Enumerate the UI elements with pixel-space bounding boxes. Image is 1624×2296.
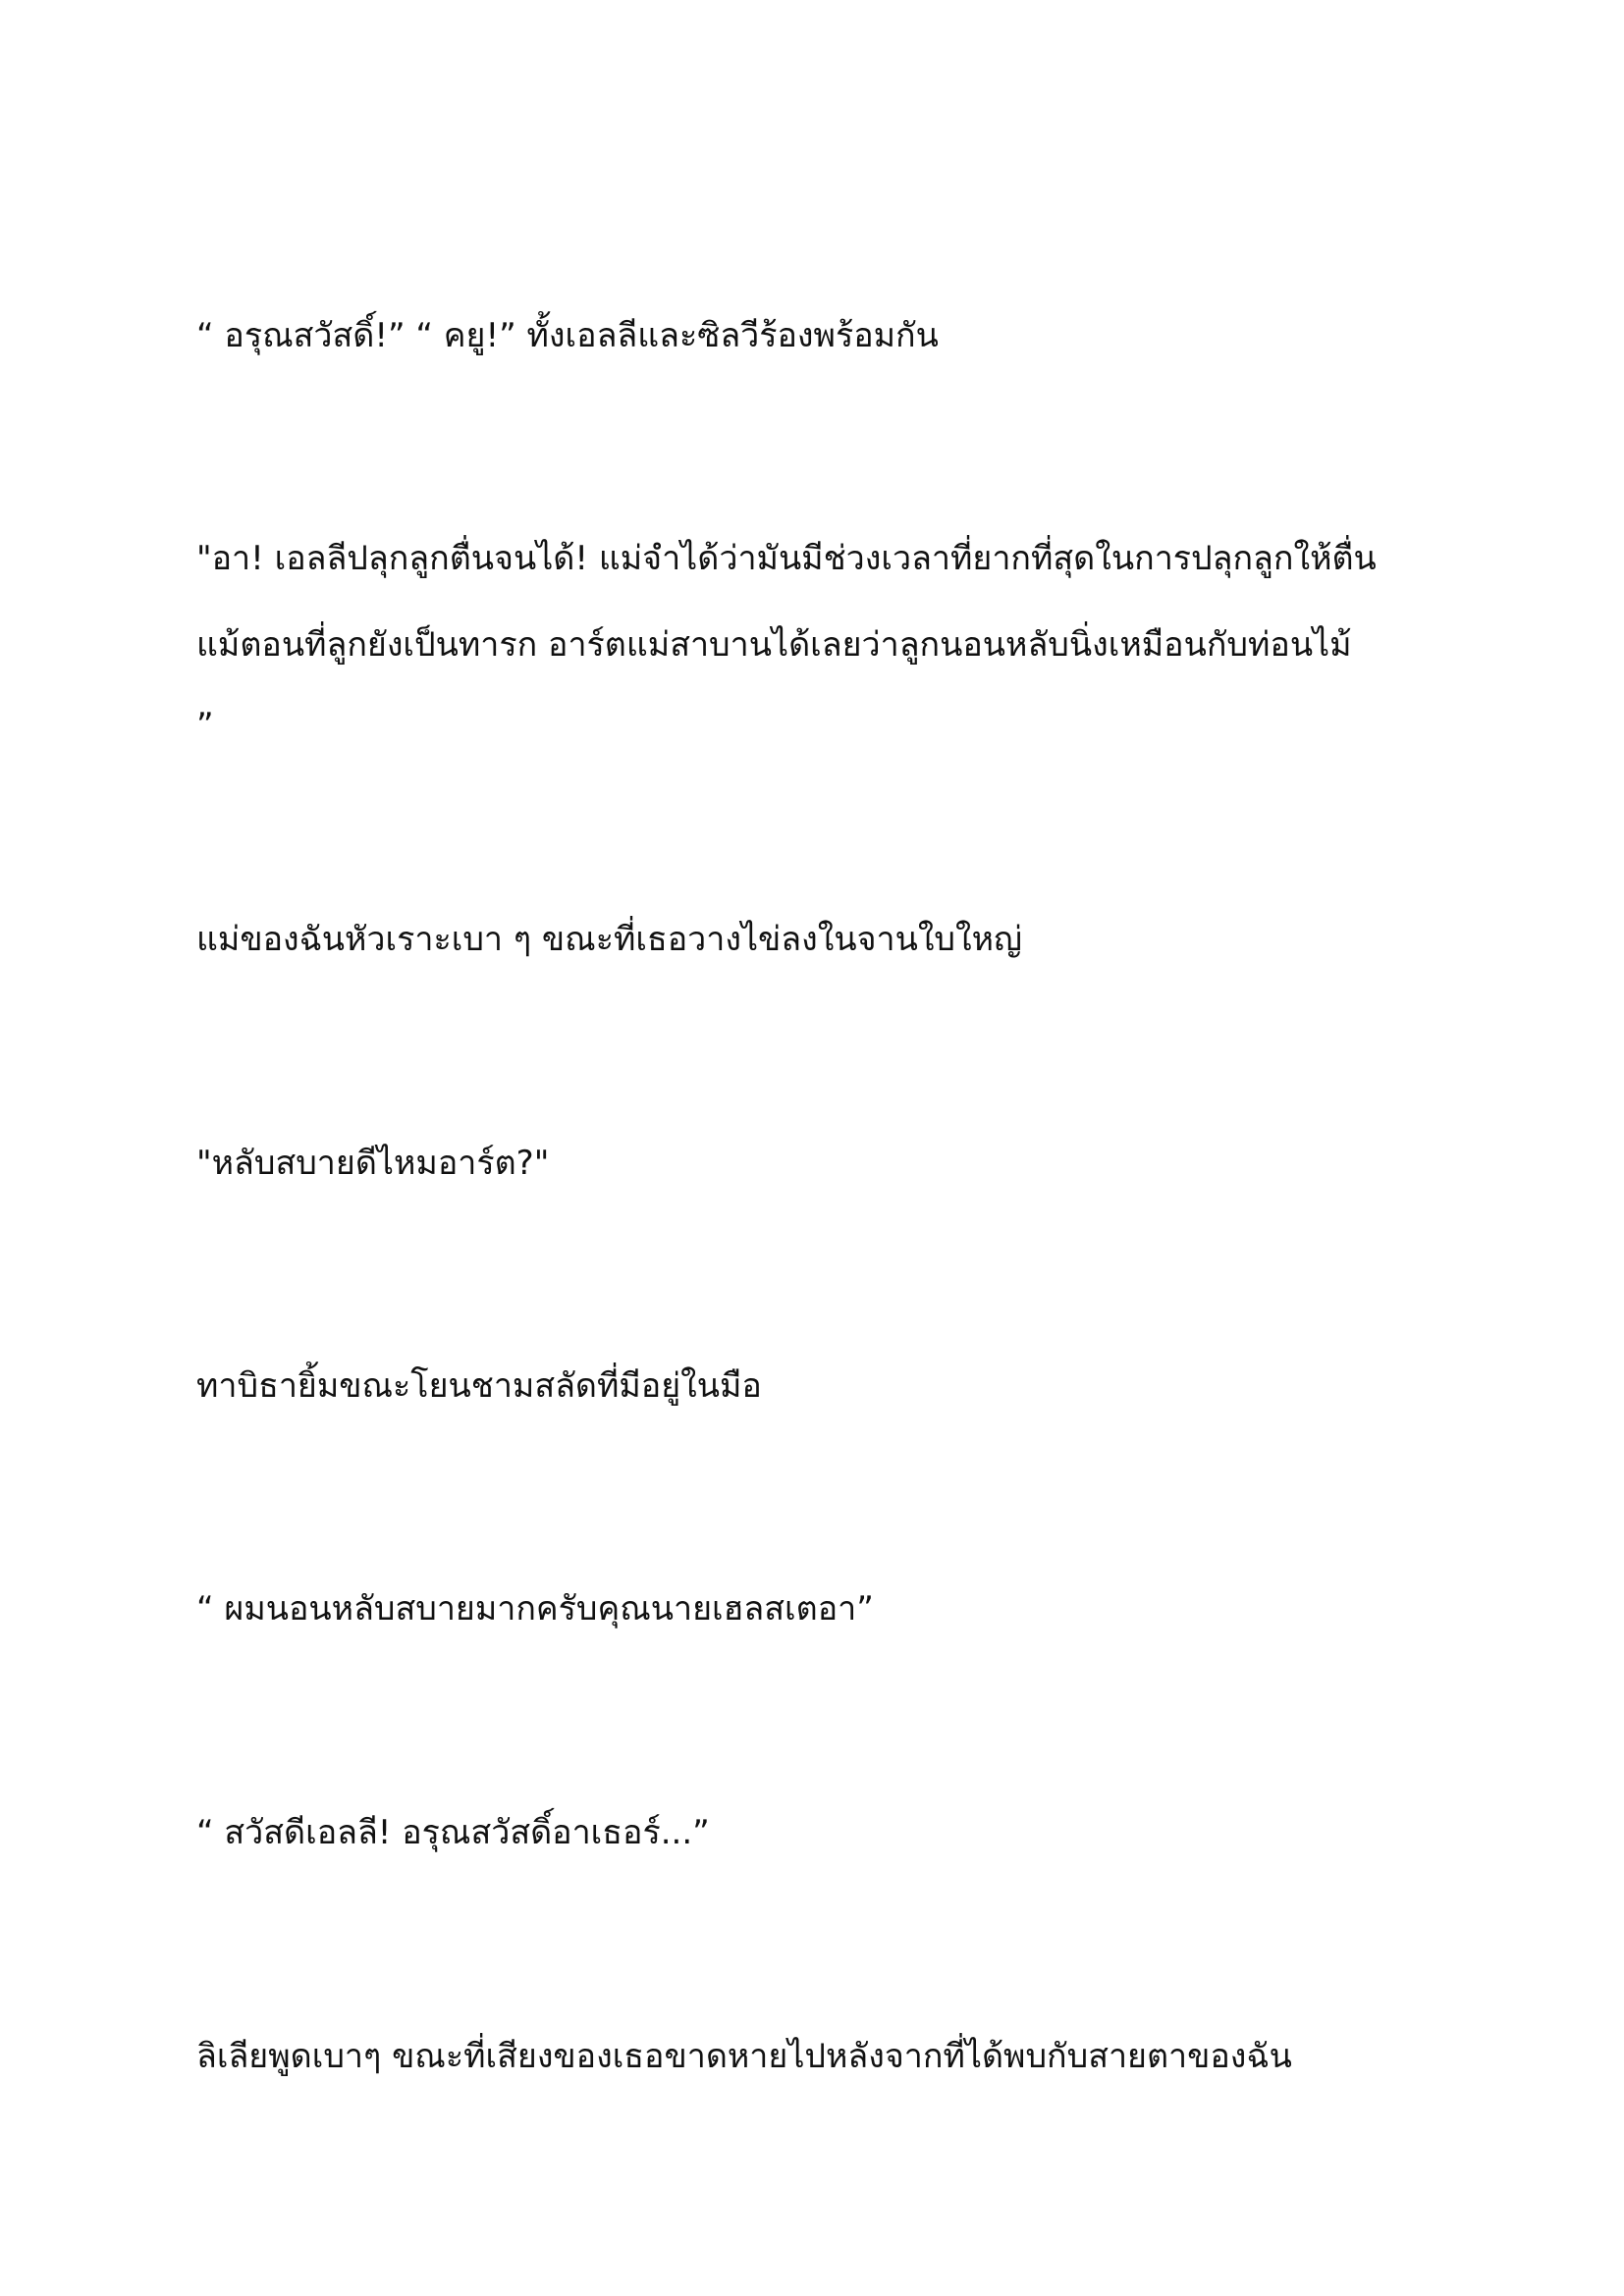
paragraph-mother-line-2: แม้ตอนที่ลูกยังเป็นทารก อาร์ตแม่สาบานได้เลยว่าลูกนอนหลับนิ่งเหมือนกับท่อนไม้ [196,625,1352,665]
paragraph-sleep-question: "หลับสบายดีไหมอาร์ต?" [196,1144,550,1183]
paragraph-slept-well: “ ผมนอนหลับสบายมากครับคุณนายเฮลสเตอา” [196,1589,874,1629]
paragraph-lilia-speaks: ลิเลียพูดเบาๆ ขณะที่เสียงของเธอขาดหายไปหลังจากที่ได้พบกับสายตาของฉัน [196,2037,1292,2076]
paragraph-mother-line-1: "อา! เอลลีปลุกลูกตื่นจนได้! แม่จำได้ว่ามันมีช่วงเวลาที่ยากที่สุดในการปลุกลูกให้ตื่น [196,539,1377,578]
paragraph-mother-line-3: ” [196,706,214,745]
paragraph-greeting: “ อรุณสวัสดิ์!” “ คยู!” ทั้งเอลลีและซิลวีร้องพร้อมกัน [196,316,939,355]
paragraph-tabitha-smiles: ทาบิธายิ้มขณะโยนชามสลัดที่มีอยู่ในมือ [196,1366,762,1406]
paragraph-hello-ellie: “ สวัสดีเอลลี! อรุณสวัสดิ์อาเธอร์...” [196,1813,710,1852]
paragraph-mother-laughs: แม่ของฉันหัวเราะเบา ๆ ขณะที่เธอวางไข่ลงในจานใบใหญ่ [196,920,1022,959]
